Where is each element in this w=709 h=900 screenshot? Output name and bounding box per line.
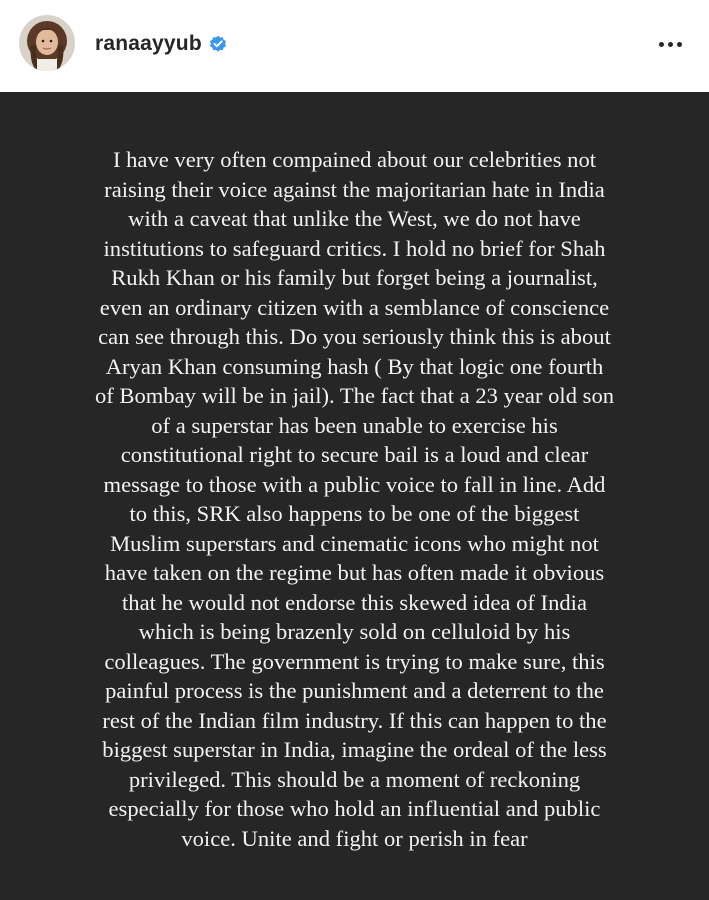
- post-text-line: painful process is the punishment and a deterrent to the: [105, 678, 604, 703]
- post-text-line: Rukh Khan or his family but forget being a journalist,: [111, 265, 598, 290]
- post-text-line: raising their voice against the majoritarian hate in India: [104, 176, 605, 202]
- post-text-line: institutions to safeguard critics. I hold no brief for Shah: [103, 235, 606, 261]
- post-header: [0, 0, 709, 92]
- avatar-image: [19, 15, 75, 71]
- post-text-line: with a caveat that unlike the West, we do not have: [128, 206, 581, 231]
- post-text-line: message to those with a public voice to fall in line. Add: [103, 471, 606, 497]
- post-text: [20, 145, 689, 853]
- post-text-line: biggest superstar in India, imagine the ordeal of the less: [102, 737, 607, 762]
- post-text-line: of Bombay will be in jail). The fact that a 23 year old son: [94, 383, 615, 408]
- post-text-line: constitutional right to secure bail is a loud and clear: [120, 442, 589, 467]
- more-dot: [677, 42, 682, 47]
- post-text-line: Aryan Khan consuming hash ( By that logic one fourth: [105, 353, 604, 379]
- post-text-line: privileged. This should be a moment of reckoning: [128, 766, 581, 792]
- post-text-line: even an ordinary citizen with a semblance of conscience: [99, 294, 610, 320]
- post-text-line: Muslim superstars and cinematic icons who might not: [110, 530, 599, 556]
- post-text-line: rest of the Indian film industry. If this can happen to the: [102, 707, 607, 733]
- avatar[interactable]: [19, 15, 75, 71]
- post-text-line: of a superstar has been unable to exercise his: [151, 412, 558, 438]
- post-text-line: especially for those who hold an influential and public: [108, 796, 601, 821]
- more-dot: [668, 42, 673, 47]
- verified-badge-icon: [209, 35, 227, 53]
- post-image: [0, 92, 709, 900]
- post-text-line: to this, SRK also happens to be one of the biggest: [129, 501, 580, 526]
- post-text-line: colleagues. The government is trying to make sure, this: [104, 648, 605, 674]
- more-dot: [659, 42, 664, 47]
- post-text-line: voice. Unite and fight or perish in fear: [181, 825, 528, 851]
- post-text-line: that he would not endorse this skewed idea of India: [122, 589, 587, 615]
- username-link[interactable]: [95, 28, 227, 60]
- username: ranaayyub: [95, 32, 202, 55]
- post-text-line: have taken on the regime but has often made it obvious: [104, 560, 605, 585]
- post-text-line: which is being brazenly sold on celluloid by his: [138, 619, 571, 644]
- more-options-icon[interactable]: [648, 26, 692, 62]
- post-text-line: I have very often compained about our celebrities not: [112, 147, 597, 172]
- post-text-line: can see through this. Do you seriously think this is about: [98, 324, 611, 349]
